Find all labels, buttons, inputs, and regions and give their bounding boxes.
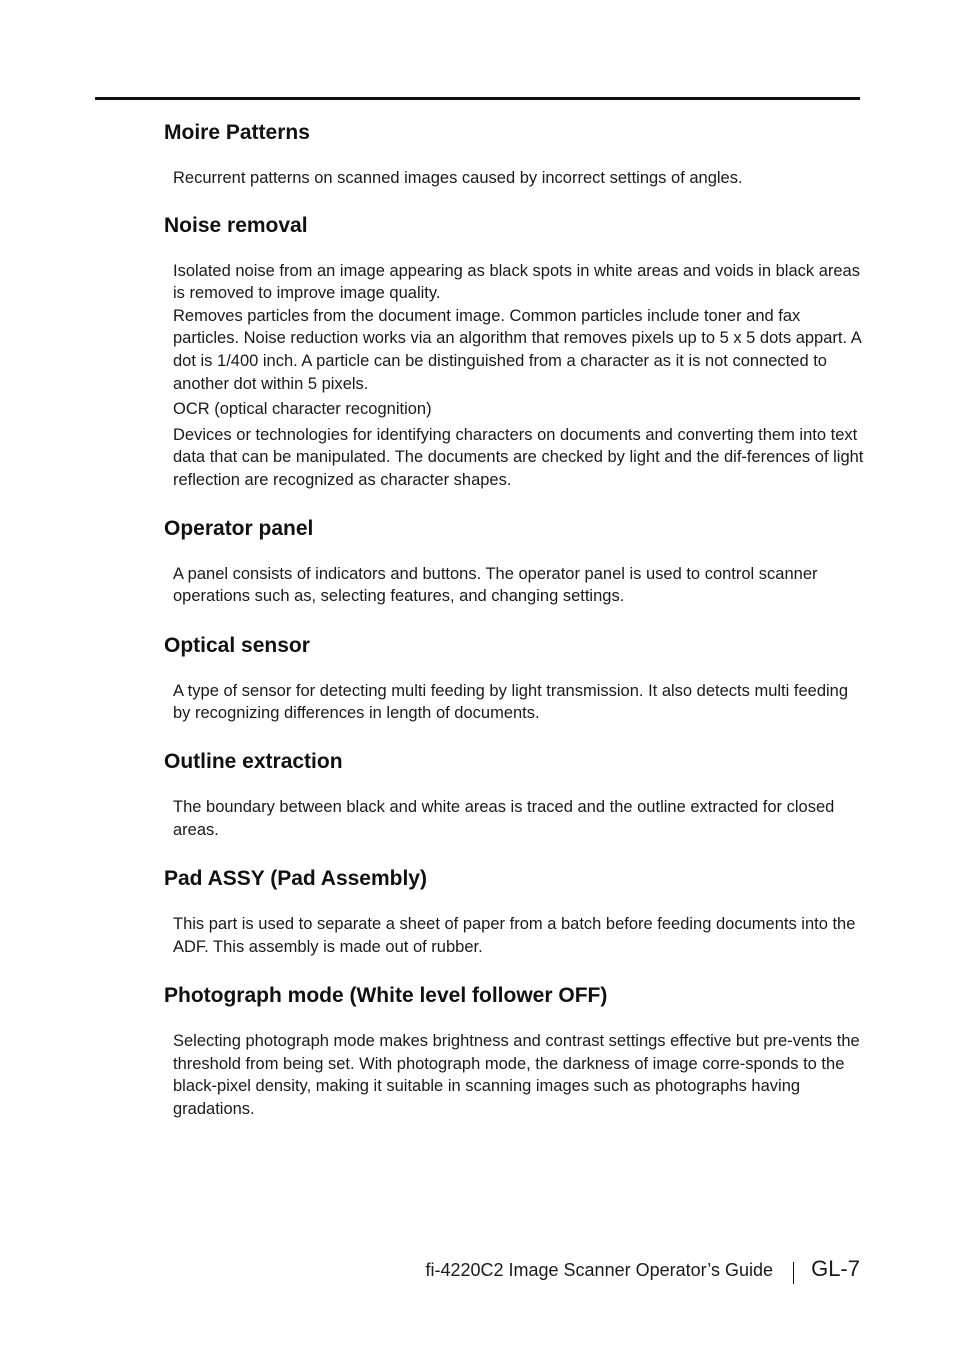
glossary-entry-moire-patterns [164,118,864,190]
entry-title: Moire Patterns [164,121,310,144]
entry-title: Photograph mode (White level follower OFF) [164,984,608,1008]
entry-paragraph: The boundary between black and white areas is traced and the outline extracted for closed areas. [173,797,835,839]
entry-paragraph: Recurrent patterns on scanned images caused by incorrect settings of angles. [173,169,743,187]
entry-paragraph: Devices or technologies for identifying characters on documents and converting them into text data that can be manipulated. The documents are checked by light and the dif-ferences of light reflection are recognized as character shapes. [173,425,864,489]
page-number: GL-7 [811,1256,860,1281]
entry-body [173,1030,864,1120]
entry-title: Outline extraction [164,749,343,773]
entry-paragraph: A type of sensor for detecting multi feeding by light transmission. It also detects multi feeding by recognizing differences in length of documents. [173,681,849,723]
entry-paragraph: Selecting photograph mode makes brightness and contrast settings effective but pre-vents the threshold from being set. With photograph mode, the darkness of image corre-sponds to the black-pixel density, making it suitable in scanning images such as photographs having gradations. [173,1032,860,1119]
entry-title: Optical sensor [164,633,310,657]
entry-body [173,680,864,725]
entry-body [173,260,864,492]
header-rule [95,97,860,100]
footer-separator [793,1262,794,1284]
page-footer [380,1256,860,1286]
entry-title: Operator panel [164,516,314,540]
entry-paragraph: Removes particles from the document image. Common particles include toner and fax particles. Noise reduction works via an algorithm that removes pixels up to 5 x 5 dots appart. A dot is 1/400 inch. A particle can be distinguished from a character as it is not connected to another dot within 5 pixels. [173,306,861,393]
entry-paragraph: A panel consists of indicators and buttons. The operator panel is used to control scanner operations such as, selecting features, and changing settings. [173,564,818,606]
glossary-entry-optical-sensor [164,631,864,725]
entry-title: Noise removal [164,213,308,237]
glossary-entry-pad-assy [164,864,864,958]
entry-body [173,913,864,958]
entry-paragraph: This part is used to separate a sheet of paper from a batch before feeding documents into the ADF. This assembly is made out of rubber. [173,915,856,956]
entry-body [173,796,864,841]
glossary-content [164,118,864,1121]
glossary-entry-outline-extraction [164,747,864,841]
glossary-entry-operator-panel [164,514,864,608]
entry-body [173,563,864,608]
entry-title: Pad ASSY (Pad Assembly) [164,867,427,891]
glossary-entry-noise-removal [164,211,864,492]
entry-body [173,167,864,190]
entry-paragraph: Isolated noise from an image appearing as black spots in white areas and voids in black areas is removed to improve image quality. [173,261,860,303]
glossary-entry-photograph-mode [164,981,864,1120]
entry-subterm: OCR (optical character recognition) [173,400,432,419]
footer-guide-title: fi-4220C2 Image Scanner Operator’s Guide [425,1260,773,1280]
